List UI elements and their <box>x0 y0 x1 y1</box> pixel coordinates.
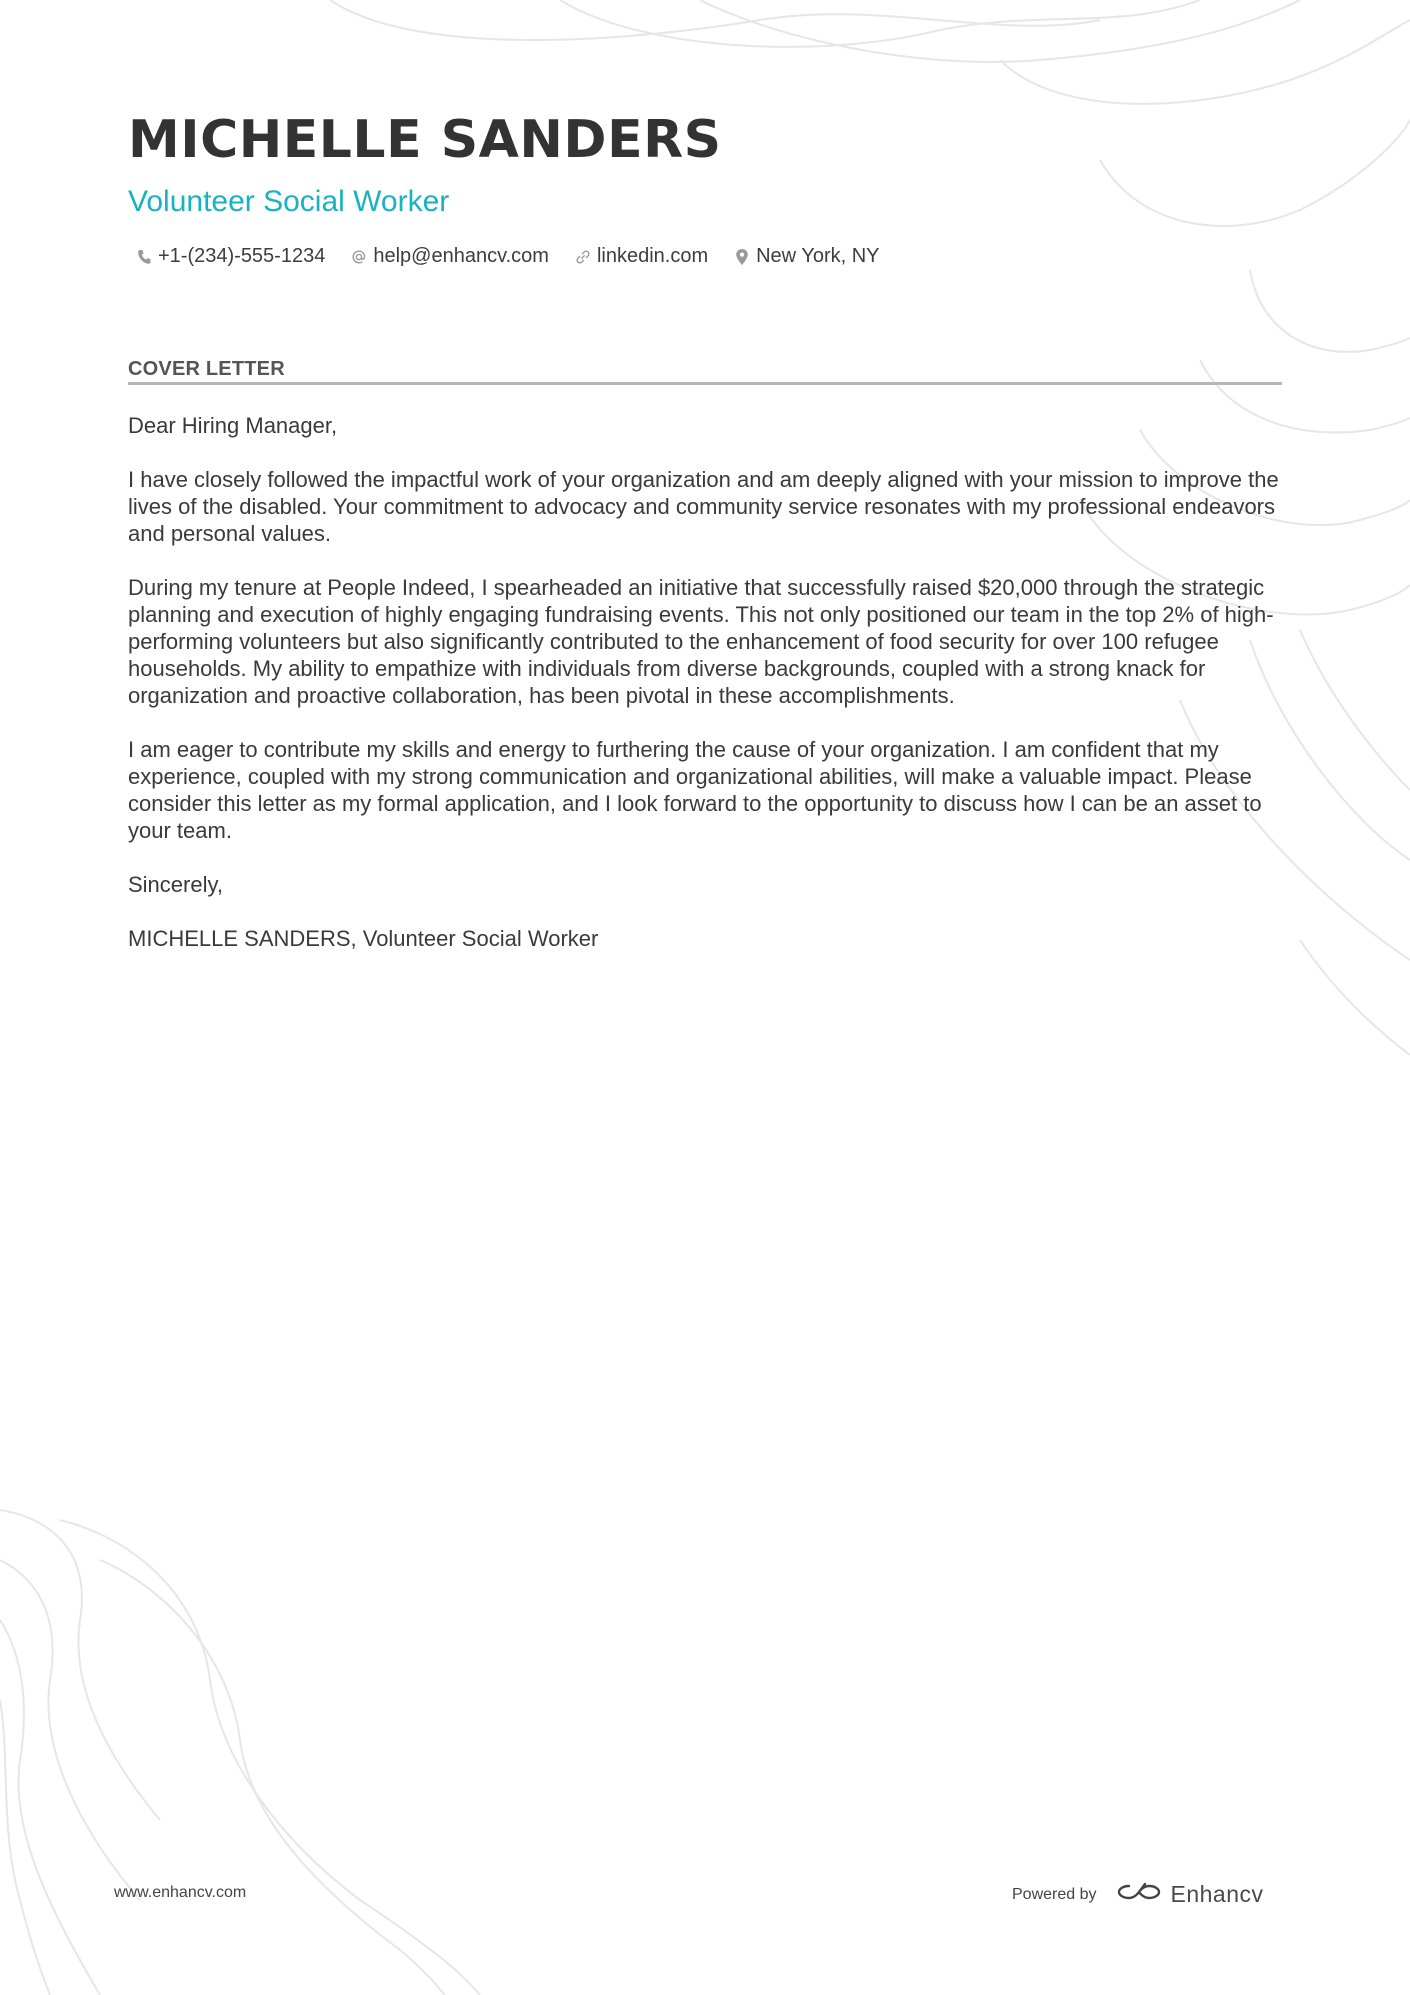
powered-by-footer <box>1012 1880 1264 1909</box>
enhancv-brand[interactable] <box>1115 1880 1264 1909</box>
letter-paragraph: I am eager to contribute my skills and energy to furthering the cause of your organization. I am confident that my experience, coupled with my strong communication and organizational abilities, will make a valuable impact. Please consider this letter as my formal application, and I look forward to the opportunity to discuss how I can be an asset to your team. <box>128 737 1262 843</box>
contact-phone-text: +1-(234)-555-1234 <box>158 245 326 267</box>
applicant-name: MICHELLE SANDERS <box>128 110 722 170</box>
at-icon <box>351 248 367 266</box>
contact-email-text[interactable]: help@enhancv.com <box>373 245 549 267</box>
letter-closing: Sincerely, <box>128 872 223 897</box>
contact-location <box>734 245 879 268</box>
phone-icon <box>136 248 152 266</box>
contact-phone <box>136 245 325 268</box>
job-title: Volunteer Social Worker <box>128 185 450 218</box>
letter-body <box>128 412 1282 979</box>
section-divider <box>128 382 1282 385</box>
footer-website-link[interactable]: www.enhancv.com <box>114 1884 247 1901</box>
section-title: COVER LETTER <box>128 358 285 380</box>
letter-paragraph: I have closely followed the impactful work of your organization and am deeply aligned with your mission to improve the lives of the disabled. Your commitment to advocacy and community service resonates with my professional endeavors and personal values. <box>128 467 1279 546</box>
enhancv-logo-icon <box>1115 1880 1163 1909</box>
letter-paragraph: During my tenure at People Indeed, I spearheaded an initiative that successfully raised $20,000 through the strategic planning and execution of highly engaging fundraising events. This not only positioned our team in the top 2% of high-performing volunteers but also significantly contributed to the enhancement of food security for over 100 refugee households. My ability to empathize with individuals from diverse backgrounds, coupled with a strong knack for organization and proactive collaboration, has been pivotal in these accomplishments. <box>128 575 1274 708</box>
contact-info-row <box>136 245 880 268</box>
contact-email[interactable] <box>351 245 549 268</box>
enhancv-brand-name: Enhancv <box>1170 1881 1264 1907</box>
contact-location-text: New York, NY <box>756 245 880 267</box>
letter-greeting: Dear Hiring Manager, <box>128 413 338 438</box>
link-icon <box>575 248 591 266</box>
location-pin-icon <box>734 248 750 266</box>
powered-by-label: Powered by <box>1012 1885 1097 1903</box>
contact-linkedin[interactable] <box>575 245 708 268</box>
letter-signature: MICHELLE SANDERS, Volunteer Social Worker <box>128 926 599 951</box>
contact-linkedin-text[interactable]: linkedin.com <box>596 245 709 267</box>
